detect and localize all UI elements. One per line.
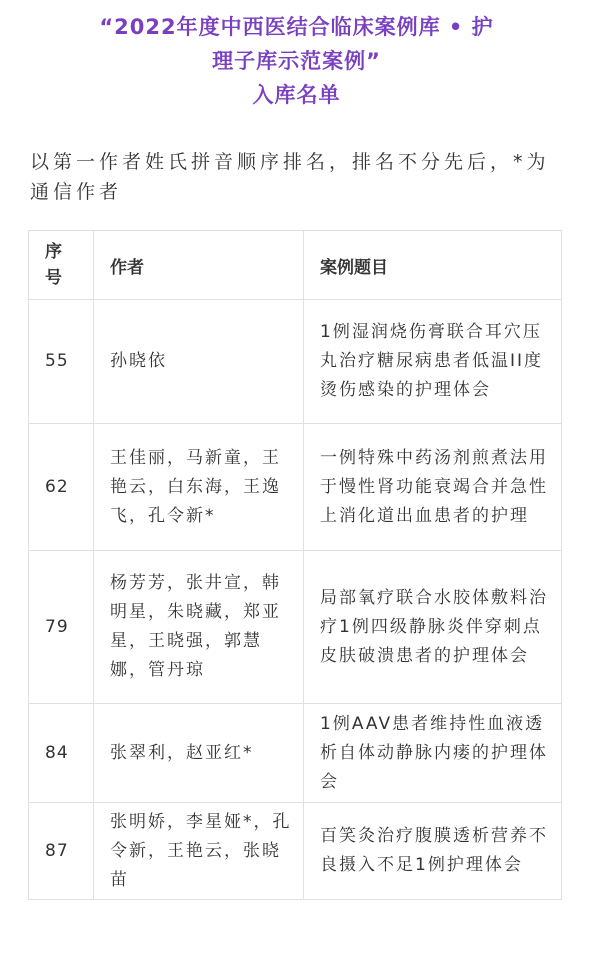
header-no [29,231,94,300]
roster-table [28,230,562,900]
row-title: 局部氧疗联合水胶体敷料治疗1例四级静脉炎伴穿刺点皮肤破溃患者的护理体会 [304,551,562,704]
row-no: 79 [29,551,94,704]
title-line-1: “2022年度中西医结合临床案例库 • 护 [99,15,494,39]
row-title: 一例特殊中药汤剂煎煮法用于慢性肾功能衰竭合并急性上消化道出血患者的护理 [304,424,562,551]
table-row [29,551,562,704]
row-title: 1例AAV患者维持性血液透析自体动静脉内瘘的护理体会 [304,704,562,803]
table-row [29,704,562,803]
row-no: 87 [29,803,94,900]
row-title: 百笑灸治疗腹膜透析营养不良摄入不足1例护理体会 [304,803,562,900]
row-no: 62 [29,424,94,551]
row-authors: 杨芳芳，张井宣，韩明星，朱晓藏，郑亚星，王晓强，郭慧娜，管丹琼 [94,551,304,704]
header-author: 作者 [94,231,304,300]
table-row [29,803,562,900]
header-no-label: 序号 [45,242,62,288]
table-row [29,300,562,424]
row-authors: 张翠利，赵亚红* [94,704,304,803]
row-no: 55 [29,300,94,424]
header-title: 案例题目 [304,231,562,300]
page-title [0,10,593,112]
row-no: 84 [29,704,94,803]
table-header-row [29,231,562,300]
row-authors: 孙晓依 [94,300,304,424]
row-title: 1例湿润烧伤膏联合耳穴压丸治疗糖尿病患者低温II度烫伤感染的护理体会 [304,300,562,424]
title-line-3: 入库名单 [252,83,341,107]
row-authors: 张明娇，李星娅*，孔令新，王艳云，张晓苗 [94,803,304,900]
intro-note: 以第一作者姓氏拼音顺序排名，排名不分先后，*为通信作者 [30,151,550,203]
row-authors: 王佳丽，马新童，王艳云，白东海，王逸飞，孔令新* [94,424,304,551]
title-line-2: 理子库示范案例” [212,49,381,73]
table-row [29,424,562,551]
